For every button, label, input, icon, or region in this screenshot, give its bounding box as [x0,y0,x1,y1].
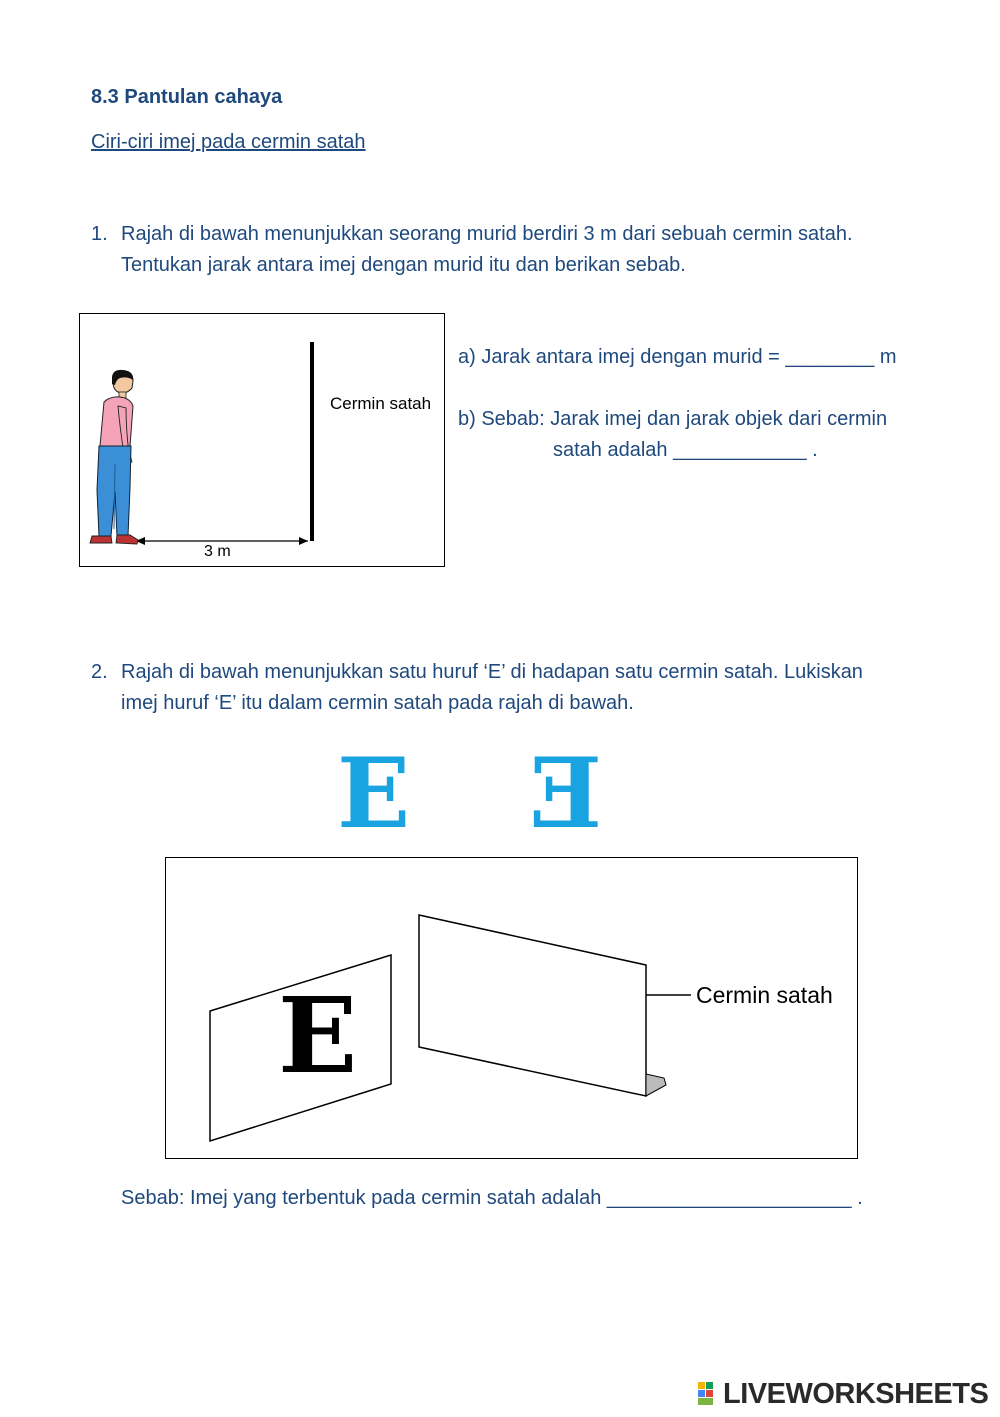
student-mirror-diagram [80,314,443,565]
letter-mirror-figure [165,857,858,1159]
question-1-line-2: Tentukan jarak antara imej dengan murid itu dan berikan sebab. [121,254,686,276]
question-2-reason: Sebab: Imej yang terbentuk pada cermin satah adalah ______________________ . [121,1187,863,1209]
liveworksheets-text: LIVEWORKSHEETS [723,1378,989,1410]
student-figure [90,370,138,544]
question-1-number: 1. [91,223,108,245]
mirror-label: Cermin satah [330,394,432,413]
question-2-line-1: Rajah di bawah menunjukkan satu huruf ‘E’ di hadapan satu cermin satah. Lukiskan [121,661,863,683]
distance-label: 3 m [204,543,231,560]
answer-b-line-1: b) Sebab: Jarak imej dan jarak objek dari cermin [458,408,888,430]
mirror-label: Cermin satah [696,982,833,1008]
section-subtitle: Ciri-ciri imej pada cermin satah [91,131,366,153]
mirror-base [646,1074,666,1096]
mirror-panel [419,915,646,1096]
answer-a: a) Jarak antara imej dengan murid = ________ m [458,346,897,368]
arrow-head-right [299,537,308,545]
page-title: 8.3 Pantulan cahaya [91,86,283,108]
question-1-line-1: Rajah di bawah menunjukkan seorang murid berdiri 3 m dari sebuah cermin satah. [121,223,853,245]
liveworksheets-logo [697,1376,989,1412]
mirrored-letter-e-option[interactable]: E [529,737,603,850]
question-2-number: 2. [91,661,108,683]
letter-e-option[interactable]: E [337,737,411,850]
answer-b-line-2: satah adalah ____________ . [553,439,818,461]
student-mirror-figure [79,313,445,567]
card-letter-e: E [278,974,358,1097]
liveworksheets-icon [697,1376,721,1412]
question-2-line-2: imej huruf ‘E’ itu dalam cermin satah pada rajah di bawah. [121,692,634,714]
